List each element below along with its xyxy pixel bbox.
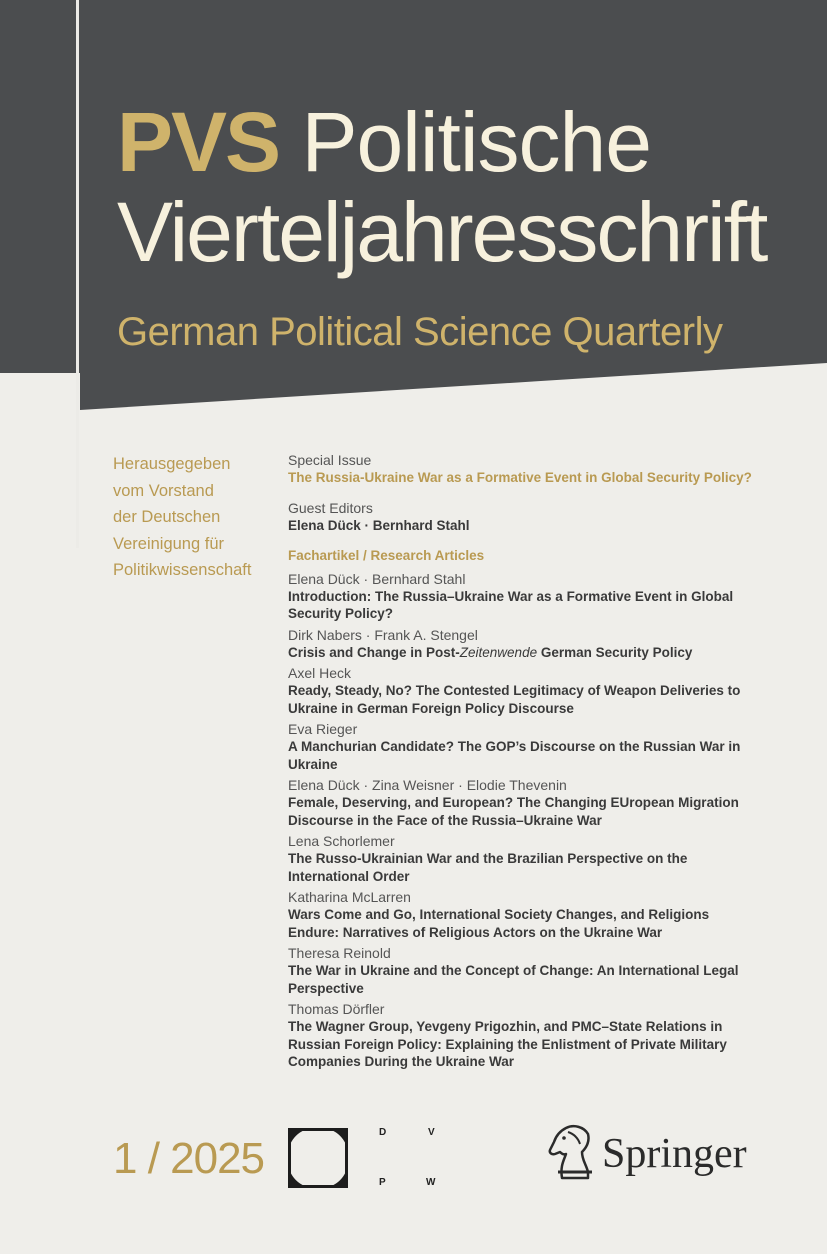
dvpw-letter-d: D bbox=[379, 1127, 387, 1138]
article-entry bbox=[288, 777, 758, 829]
article-authors: Elena Dück · Zina Weisner · Elodie Thevenin bbox=[288, 777, 567, 793]
article-entry bbox=[288, 945, 758, 997]
article-entry bbox=[288, 721, 758, 773]
article-entry bbox=[288, 1001, 758, 1071]
publisher-name: Springer bbox=[602, 1131, 747, 1177]
article-authors: Theresa Reinold bbox=[288, 945, 391, 961]
article-title: The Wagner Group, Yevgeny Prigozhin, and PMC–State Relations in Russian Foreign Policy: Explaining the Enlistment of Private Military Companies During the Ukraine War bbox=[288, 1019, 727, 1069]
article-title: Female, Deserving, and European? The Changing EUropean Migration Discourse in the Face of the Russia–Ukraine War bbox=[288, 795, 739, 828]
article-title: The War in Ukraine and the Concept of Change: An International Legal Perspective bbox=[288, 963, 739, 996]
publisher-statement-line: Politikwissenschaft bbox=[113, 561, 252, 579]
special-issue-title: The Russia-Ukraine War as a Formative Event in Global Security Policy? bbox=[288, 470, 752, 485]
guest-editors-block bbox=[288, 500, 758, 535]
article-entry bbox=[288, 889, 758, 941]
article-title: Introduction: The Russia–Ukraine War as a Formative Event in Global Security Policy? bbox=[288, 588, 734, 621]
article-title: Wars Come and Go, International Society Changes, and Religions Endure: Narratives of Religious Actors on the Ukraine War bbox=[288, 907, 710, 940]
journal-title-line2: Vierteljahresschrift bbox=[117, 185, 767, 279]
article-title-emphasis: Zeitenwende bbox=[459, 644, 538, 660]
vertical-rule bbox=[76, 0, 79, 548]
article-authors: Thomas Dörfler bbox=[288, 1001, 385, 1017]
article-title-part: Crisis and Change in Post- bbox=[288, 644, 460, 660]
article-title-part: German Security Policy bbox=[537, 644, 693, 660]
article-authors: Dirk Nabers · Frank A. Stengel bbox=[288, 626, 478, 643]
article-authors: Eva Rieger bbox=[288, 721, 358, 737]
article-entry bbox=[288, 627, 758, 662]
section-heading: Fachartikel / Research Articles bbox=[288, 547, 485, 563]
table-of-contents bbox=[288, 452, 758, 1075]
article-entry bbox=[288, 833, 758, 885]
article-entry bbox=[288, 665, 758, 717]
article-title: Ready, Steady, No? The Contested Legitimacy of Weapon Deliveries to Ukraine in German Foreign Policy Discourse bbox=[288, 683, 741, 716]
article-authors: Katharina McLarren bbox=[288, 889, 411, 905]
article-title: The Russo-Ukrainian War and the Brazilian Perspective on the International Order bbox=[288, 851, 688, 884]
article-authors: Elena Dück · Bernhard Stahl bbox=[288, 570, 466, 587]
journal-subtitle: German Political Science Quarterly bbox=[117, 310, 723, 354]
publisher-statement-line: Vereinigung für bbox=[113, 534, 224, 553]
issue-number: 1 / 2025 bbox=[113, 1134, 265, 1183]
article-title bbox=[288, 644, 758, 662]
special-issue-label: Special Issue bbox=[288, 452, 372, 468]
journal-abbreviation: PVS bbox=[117, 95, 280, 189]
article-authors: Lena Schorlemer bbox=[288, 833, 395, 849]
special-issue-block bbox=[288, 452, 758, 486]
journal-title-word1: Politische bbox=[301, 95, 651, 189]
guest-editors-label: Guest Editors bbox=[288, 500, 373, 516]
springer-chess-knight-icon bbox=[548, 1124, 594, 1180]
dvpw-logo-icon bbox=[288, 1128, 348, 1188]
guest-editors-names: Elena Dück · Bernhard Stahl bbox=[288, 518, 470, 533]
dvpw-letter-w: W bbox=[426, 1177, 436, 1188]
dvpw-letter-p: P bbox=[379, 1177, 386, 1188]
article-authors: Axel Heck bbox=[288, 665, 352, 681]
publisher-statement-line: Herausgegeben bbox=[113, 455, 231, 473]
dvpw-letter-v: V bbox=[428, 1127, 435, 1138]
journal-title-line1 bbox=[117, 95, 651, 189]
publisher-statement-line: der Deutschen bbox=[113, 508, 221, 526]
article-entry bbox=[288, 571, 758, 623]
publisher-statement bbox=[113, 451, 283, 584]
article-title: A Manchurian Candidate? The GOP’s Discourse on the Russian War in Ukraine bbox=[288, 739, 741, 772]
publisher-statement-line: vom Vorstand bbox=[113, 481, 214, 500]
